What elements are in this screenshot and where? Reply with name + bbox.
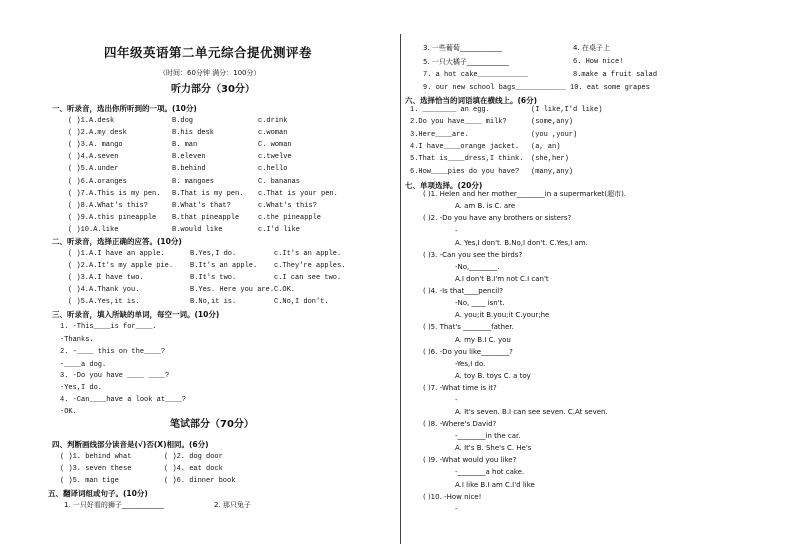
s1-option-c: C. woman	[258, 141, 292, 150]
s6-question: 4.I have____orange jacket.	[410, 142, 520, 151]
s2-option-c: C.No,I don't.	[274, 298, 329, 307]
s1-option-c: c.twelve	[258, 153, 292, 162]
s1-option-a: ( )1.A.desk	[68, 117, 115, 125]
s7-line: -________in the car.	[455, 432, 521, 440]
s5-item-3: 3. 一些葡萄____________	[423, 44, 502, 52]
s6-question: 1. ________ an egg.	[410, 106, 490, 114]
s7-line: A.I like B.I am C.I'd like	[455, 481, 535, 489]
s2-option-a: ( )1.A.I have an apple.	[68, 250, 165, 258]
s1-option-b: B.That is my pen.	[172, 189, 244, 198]
s1-option-a: ( )8.A.What's this?	[68, 201, 148, 210]
s7-line: ( )5. That's ________father.	[423, 323, 514, 331]
s1-option-c: c.drink	[258, 117, 288, 125]
s3-line: -OK.	[60, 408, 77, 416]
listening-heading: 听力部分（30分）	[171, 84, 255, 95]
s7-line: A. It's B. She's C. He's	[455, 444, 532, 452]
s7-line: ( )10. -How nice!	[423, 493, 482, 501]
s3-line: 1. -This____is for____.	[60, 323, 157, 331]
s7-line: ( )1. Helen and her mother________in a supermarket(超市).	[423, 190, 627, 198]
s2-option-a: ( )5.A.Yes,it is.	[68, 298, 140, 307]
s1-option-a: ( )10.A.like	[68, 225, 119, 234]
s3-line: -Thanks.	[60, 336, 94, 344]
section-5-title: 五、翻译词组或句子。(10分)	[48, 489, 148, 498]
s2-option-b: B.It's two.	[190, 274, 237, 283]
exam-title: 四年级英语第二单元综合提优测评卷	[104, 45, 313, 60]
s6-options: (you ,your)	[531, 130, 578, 139]
s5-item-10: 10. eat some grapes	[570, 84, 650, 92]
s7-line: -No, ____ isn't.	[455, 299, 505, 307]
s1-option-b: B.What's that?	[172, 201, 231, 210]
exam-subtitle: （时间：60分钟 满分：100分）	[159, 69, 261, 77]
s1-option-a: ( )9.A.this pineapple	[68, 213, 157, 222]
s7-line: ( )9. -What would you like?	[423, 456, 517, 464]
s7-line: -________a hot cake.	[455, 468, 525, 476]
s7-line: -	[455, 396, 458, 404]
s7-line: ( )8. -Where's David?	[423, 420, 497, 428]
s5-item-6: 6. How nice!	[573, 58, 624, 66]
s1-option-b: B.eleven	[172, 153, 206, 162]
s7-line: -Yes,I do.	[455, 360, 486, 368]
s6-question: 5.That is____dress,I think.	[410, 155, 524, 164]
s1-option-c: c.woman	[258, 129, 288, 138]
s3-line: -Yes,I do.	[60, 384, 103, 392]
s2-option-b: B.No,it is.	[190, 298, 237, 307]
s7-line: ( )7. -What time is it?	[423, 384, 497, 392]
s6-question: 3.Here____are.	[410, 130, 469, 139]
s5-item-5: 5. 一只大橘子____________	[423, 58, 509, 66]
s2-option-a: ( )4.A.Thank you.	[68, 286, 140, 295]
s6-question: 2.Do you have____ milk?	[410, 118, 507, 127]
s7-line: A. am B. is C. are	[455, 202, 516, 210]
s6-options: (some,any)	[531, 118, 574, 127]
s2-option-b: B.Yes,I do.	[190, 250, 237, 258]
s7-line: ( )6. -Do you like________?	[423, 348, 513, 356]
section-1-title: 一、听录音，选出你所听到的一项。(10分)	[52, 104, 197, 113]
s2-option-c: c.They're apples.	[274, 262, 346, 271]
s4-item-right: ( )2. dog door	[164, 453, 223, 461]
s5-item-1: 1. 一只好看的狮子____________	[64, 501, 164, 509]
s7-line: A. Yes,I don't. B.No,I don't. C.Yes,I am.	[455, 239, 588, 247]
s4-item-right: ( )6. dinner book	[164, 477, 236, 486]
section-3-title: 三、听录音，填入所缺的单词，每空一词。(10分)	[52, 310, 220, 319]
s7-line: ( )4. -Is that____pencil?	[423, 287, 503, 295]
s7-line: A.I don't B.I'm not C.I can't	[455, 275, 549, 283]
s2-option-c: C.OK.	[274, 286, 296, 295]
s2-option-c: c.I can see two.	[274, 274, 342, 283]
written-heading: 笔试部分（70分）	[170, 419, 254, 430]
s1-option-c: C. bananas	[258, 177, 301, 186]
s7-line: A. my B.I C. you	[455, 336, 511, 344]
s1-option-b: B. mangoes	[172, 177, 215, 186]
s7-line: A. It's seven. B.I can see seven. C.At seven.	[455, 408, 608, 416]
section-6-title: 六、选择恰当的词语填在横线上。(6分)	[405, 96, 538, 105]
s1-option-a: ( )2.A.my desk	[68, 129, 127, 138]
s7-line: -	[455, 505, 458, 513]
s4-item-left: ( )1. behind what	[60, 453, 132, 461]
s1-option-a: ( )7.A.This is my pen.	[68, 189, 161, 198]
s2-option-c: c.It's an apple.	[274, 250, 342, 258]
s5-item-7: 7. a hot cake____________	[423, 71, 529, 79]
section-4-title: 四、判断画线部分读音是(√)否(X)相同。(6分)	[52, 440, 209, 449]
s4-item-left: ( )3. seven these	[60, 465, 132, 474]
s7-line: A. toy B. toys C. a toy	[455, 372, 531, 380]
s1-option-c: c.I'd like	[258, 225, 301, 234]
s7-line: -	[455, 227, 458, 235]
s1-option-a: ( )4.A.seven	[68, 153, 119, 162]
s7-line: ( )3. -Can you see the birds?	[423, 251, 523, 259]
s6-question: 6.How____pies do you have?	[410, 167, 520, 176]
s2-option-b: B.Yes. Here you are.	[190, 286, 275, 295]
s1-option-b: B.dog	[172, 117, 194, 125]
s5-item-2: 2. 那只兔子	[214, 501, 251, 509]
s1-option-b: B.his desk	[172, 129, 215, 138]
s1-option-a: ( )6.A.oranges	[68, 177, 127, 186]
s6-options: (I like,I'd like)	[531, 106, 603, 114]
s3-line: 3. -Do you have ____ ____?	[60, 372, 170, 380]
s1-option-b: B.would like	[172, 225, 223, 234]
s3-line: 4. -Can____have a look at____?	[60, 396, 187, 404]
column-divider	[400, 34, 401, 544]
s2-option-b: B.It's an apple.	[190, 262, 258, 271]
s3-line: 2. -____ this on the____?	[60, 348, 166, 356]
s1-option-c: c.That is your pen.	[258, 189, 338, 198]
s1-option-b: B.that pineapple	[172, 213, 240, 222]
s1-option-a: ( )5.A.under	[68, 165, 119, 174]
s7-line: A. you;it B.you;it C.your;he	[455, 311, 550, 319]
s2-option-a: ( )2.A.It's my apple pie.	[68, 262, 174, 271]
s6-options: (many,any)	[531, 167, 574, 176]
s7-line: -No,________.	[455, 263, 500, 271]
s1-option-c: c.What's this?	[258, 201, 317, 210]
s4-item-right: ( )4. eat dock	[164, 465, 223, 474]
section-2-title: 二、听录音，选择正确的应答。(10分)	[52, 237, 182, 246]
s5-item-9: 9. our new school bags____________	[423, 84, 566, 92]
s3-line: -____a dog.	[60, 361, 107, 369]
section-7-title: 七、单项选择。(20分)	[405, 181, 483, 190]
s5-item-4: 4. 在桌子上	[573, 44, 610, 52]
s6-options: (she,her)	[531, 155, 569, 164]
s2-option-a: ( )3.A.I have two.	[68, 274, 144, 283]
s6-options: (a, an)	[531, 142, 561, 151]
s1-option-a: ( )3.A. mango	[68, 141, 123, 150]
s1-option-c: c.hello	[258, 165, 288, 174]
s7-line: ( )2. -Do you have any brothers or sisters?	[423, 214, 572, 222]
s5-item-8: 8.make a fruit salad	[573, 71, 658, 79]
s1-option-b: B. man	[172, 141, 198, 150]
s1-option-c: c.the pineapple	[258, 213, 322, 222]
s1-option-b: B.behind	[172, 165, 206, 174]
s4-item-left: ( )5. man tige	[60, 477, 119, 486]
